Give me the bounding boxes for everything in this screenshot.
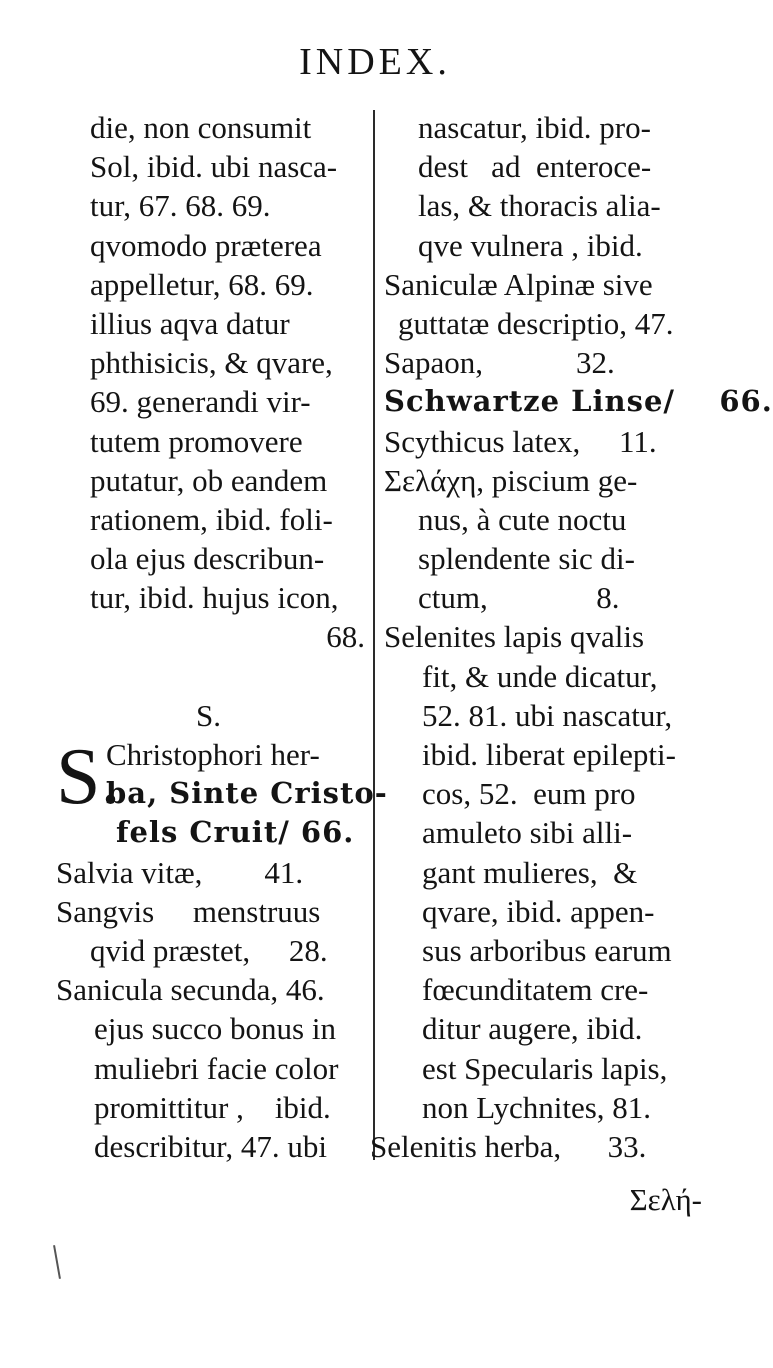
dropcap-letter: S. <box>56 733 121 821</box>
index-line: Scythicus latex, 11. <box>384 423 657 459</box>
index-line: rationem, ibid. foli- <box>90 501 333 537</box>
index-line: appelletur, 68. 69. <box>90 266 314 302</box>
index-line: Sanicula secunda, 46. <box>56 972 325 1008</box>
right-column <box>370 108 773 1166</box>
index-line: nus, à cute noctu <box>418 501 627 537</box>
index-line: nascatur, ibid. pro- <box>418 110 651 145</box>
index-line: qvid præstet, 28. <box>90 932 328 968</box>
index-line: Sangvis menstruus <box>56 893 321 929</box>
index-line: dest ad enteroce- <box>418 149 652 185</box>
index-line: putatur, ob eandem <box>90 462 328 498</box>
index-line: non Lychnites, 81. <box>422 1089 652 1125</box>
index-line: die, non consumit <box>90 110 312 145</box>
index-line: ibid. liberat epilepti- <box>422 737 676 772</box>
left-column <box>56 108 388 1166</box>
index-line: promittitur , ibid. <box>94 1089 331 1125</box>
index-line: amuleto sibi alli- <box>422 815 633 851</box>
index-line: illius aqva datur <box>90 305 290 341</box>
index-line: Christophori her- <box>106 737 320 772</box>
index-line: fels Cruit/ 66. <box>116 815 355 850</box>
index-line: Salvia vitæ, 41. <box>56 854 304 890</box>
index-line: sus arboribus earum <box>422 932 672 968</box>
index-line: 69. generandi vir- <box>90 384 311 420</box>
index-line: 68. <box>326 619 365 655</box>
index-line: tur, 67. 68. 69. <box>90 188 271 224</box>
index-line: las, & thoracis alia- <box>418 188 661 224</box>
index-line: est Specularis lapis, <box>422 1050 668 1086</box>
index-line: phthisicis, & qvare, <box>90 345 333 381</box>
index-line: muliebri facie color <box>94 1050 339 1086</box>
index-line: splendente sic di- <box>418 541 635 577</box>
index-line: Sol, ibid. ubi nasca- <box>90 149 338 185</box>
index-line: describitur, 47. ubi <box>94 1128 327 1164</box>
section-letter: S. <box>196 697 221 733</box>
index-line: tutem promovere <box>90 423 303 459</box>
index-line: gant mulieres, & <box>422 854 638 890</box>
index-line: ctum, 8. <box>418 580 620 616</box>
index-line: guttatæ descriptio, 47. <box>398 305 674 341</box>
index-line: qvomodo præterea <box>90 227 322 263</box>
index-line: 52. 81. ubi nascatur, <box>422 697 673 733</box>
column-divider <box>373 110 375 1160</box>
index-line: qvare, ibid. appen- <box>422 893 655 929</box>
index-line: Sapaon, 32. <box>384 345 615 381</box>
index-line: Schwartze Linse/ 66. <box>384 384 773 419</box>
index-line: Σελάχη, piscium ge- <box>384 462 638 498</box>
index-line: tur, ibid. hujus icon, <box>90 580 339 616</box>
spacer <box>56 657 371 696</box>
index-line: ejus succo bonus in <box>94 1011 336 1047</box>
index-line: qve vulnera , ibid. <box>418 227 643 263</box>
index-line: fit, & unde dicatur, <box>422 658 658 694</box>
catchword: Σελή- <box>629 1182 702 1217</box>
index-line: Selenitis herba, 33. <box>370 1128 647 1164</box>
dropcap-entry <box>56 733 388 853</box>
index-line: fœcunditatem cre- <box>422 972 649 1008</box>
index-line: cos, 52. eum pro <box>422 776 636 812</box>
page-header: INDEX. <box>299 41 451 83</box>
index-line: Selenites lapis qvalis <box>384 619 645 655</box>
index-line: ba, Sinte Cristo- <box>106 776 388 811</box>
ink-mark <box>53 1245 61 1279</box>
index-line: Saniculæ Alpinæ sive <box>384 266 653 302</box>
index-line: ola ejus describun- <box>90 541 325 577</box>
index-line: ditur augere, ibid. <box>422 1011 643 1047</box>
